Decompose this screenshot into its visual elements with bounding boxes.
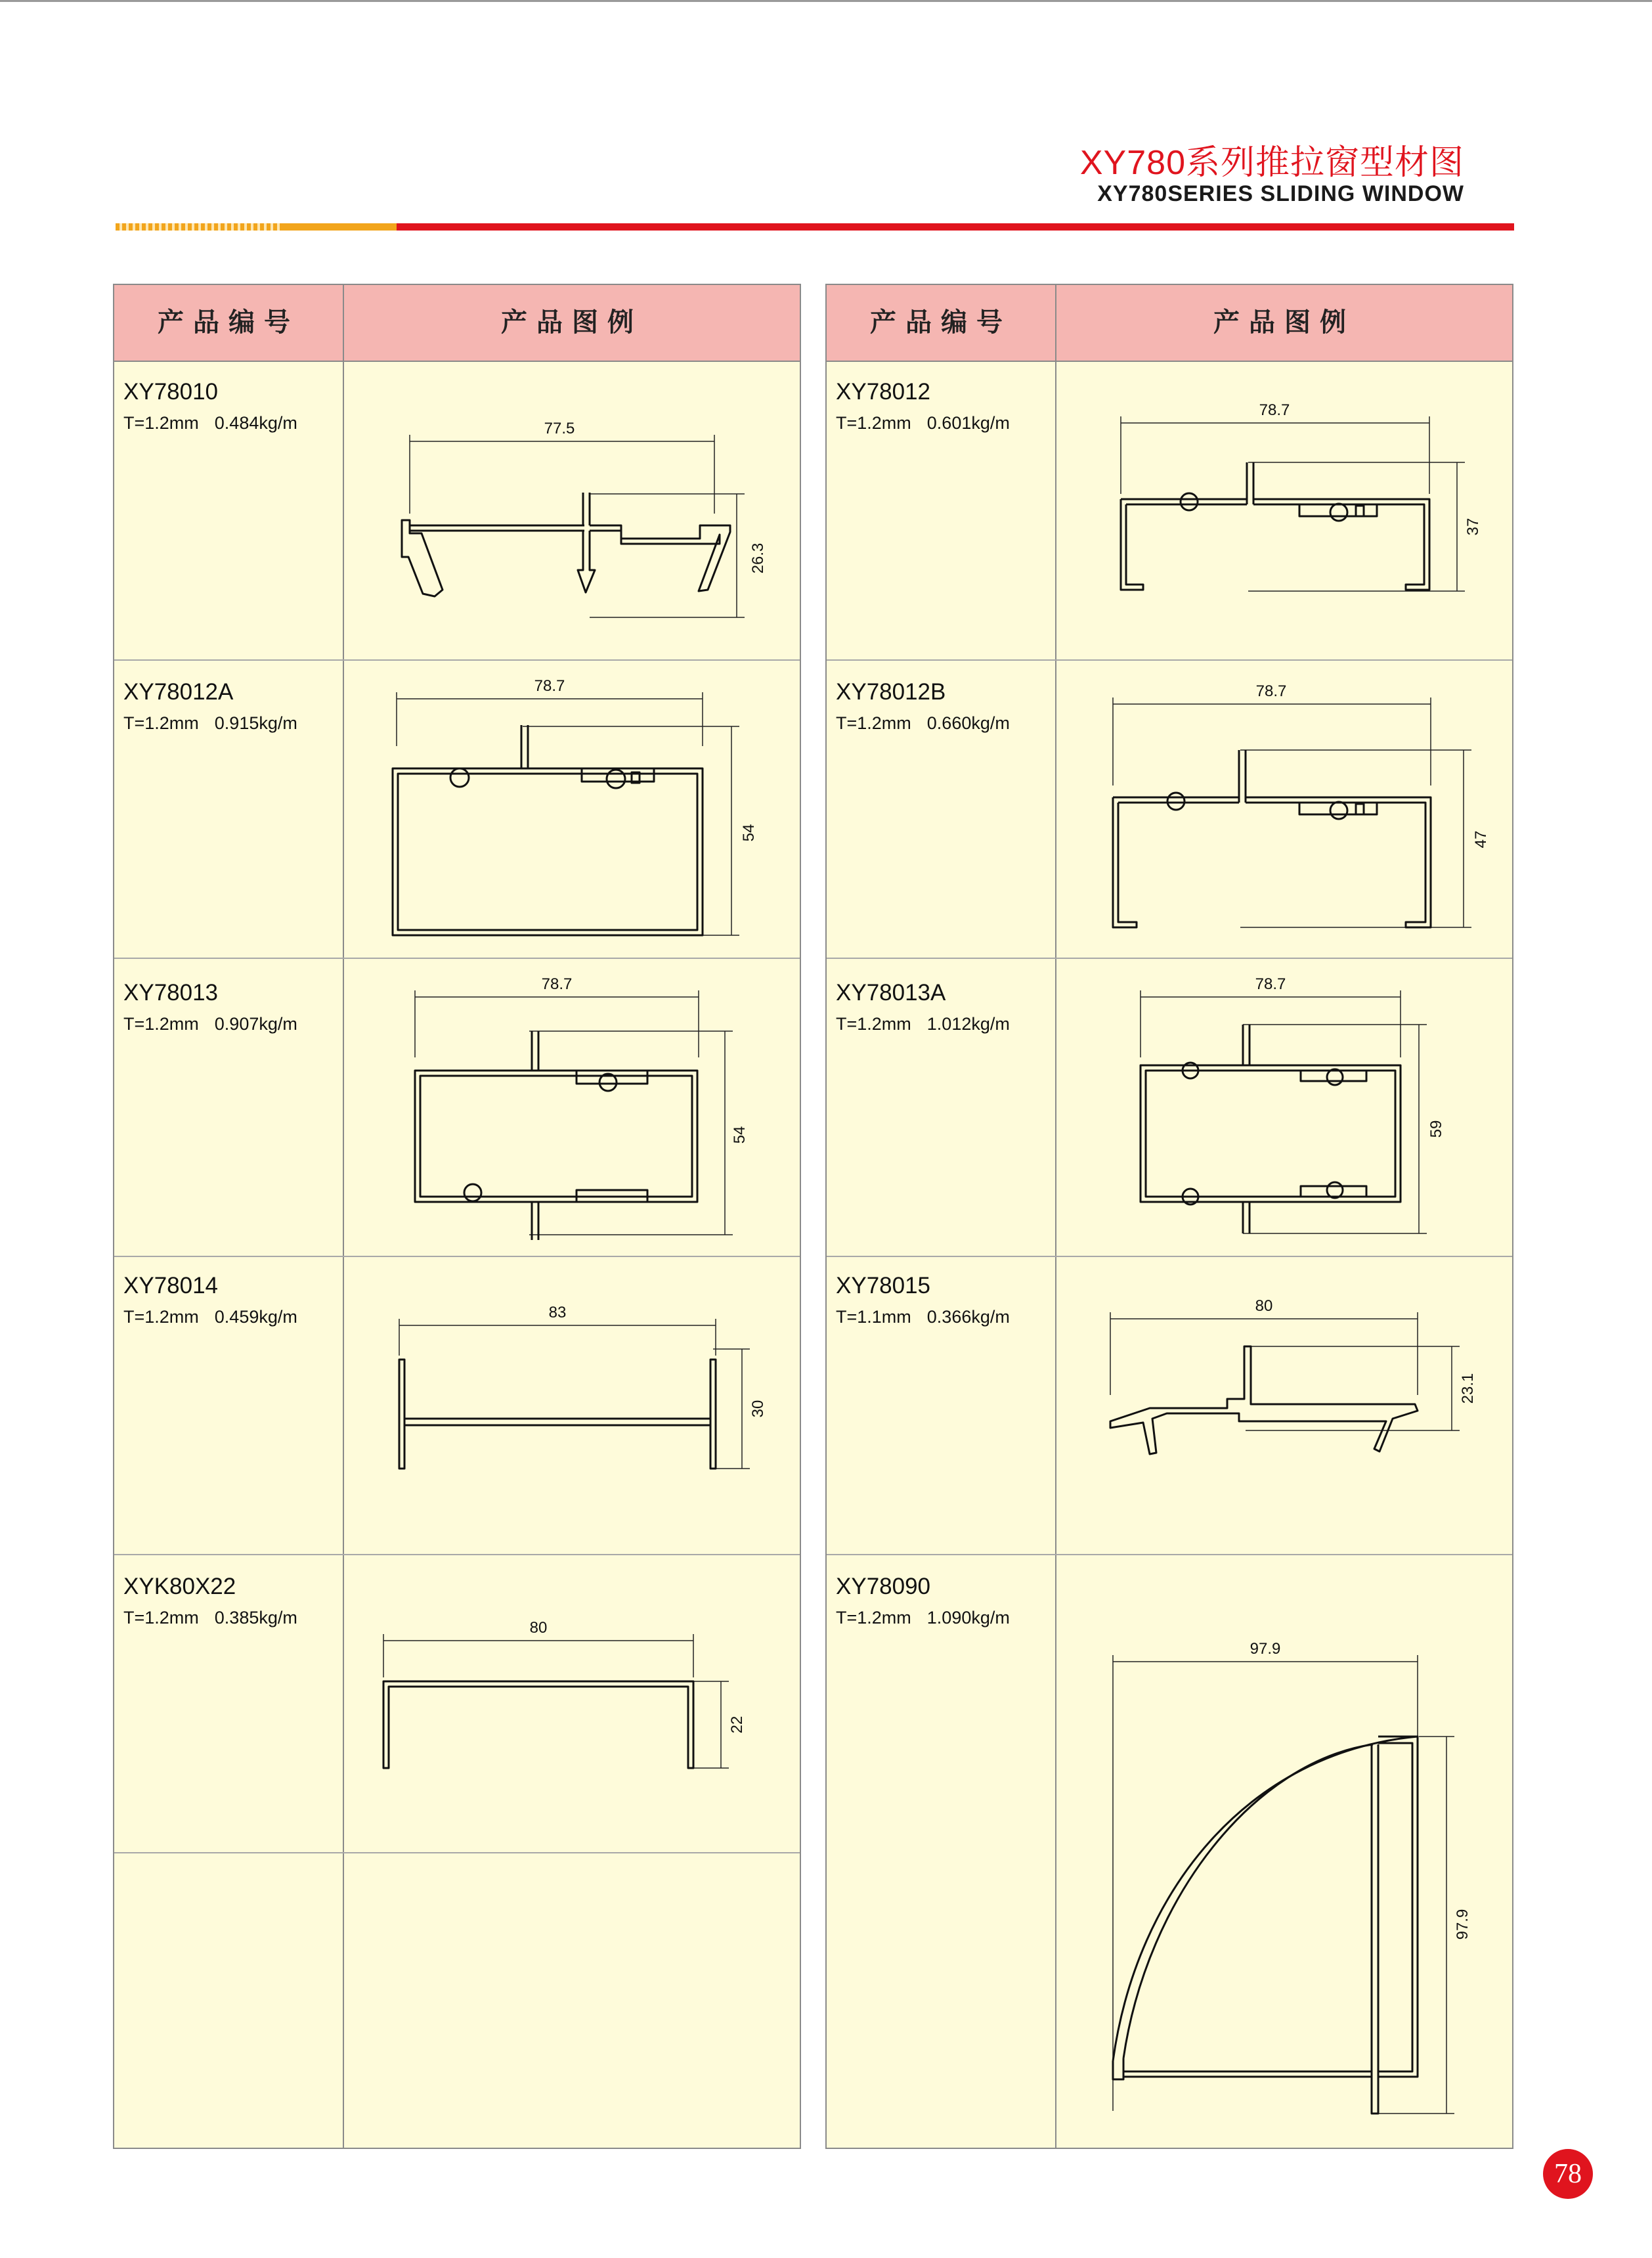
dimension-width: 77.5 bbox=[544, 420, 575, 437]
column-header-code: 产品编号 bbox=[870, 308, 1012, 337]
product-spec bbox=[123, 713, 297, 734]
weight: 0.660kg/m bbox=[926, 713, 1010, 733]
column-divider bbox=[1055, 285, 1056, 2148]
column-header-code: 产品编号 bbox=[158, 308, 299, 337]
profile-drawing-xy78012b bbox=[1058, 661, 1511, 956]
dimension-height: 59 bbox=[1427, 1120, 1445, 1138]
thickness: T=1.2mm bbox=[836, 413, 911, 433]
thickness: T=1.2mm bbox=[123, 1307, 199, 1327]
weight: 0.907kg/m bbox=[214, 1014, 297, 1034]
column-divider bbox=[343, 285, 344, 2148]
weight: 0.385kg/m bbox=[214, 1608, 297, 1627]
table-header-row bbox=[114, 285, 800, 362]
header-rule-red bbox=[397, 223, 1514, 231]
column-header-figure: 产品图例 bbox=[1213, 308, 1355, 337]
profile-drawing-xy78014 bbox=[345, 1257, 798, 1553]
weight: 0.915kg/m bbox=[214, 713, 297, 733]
product-code: XY78014 bbox=[123, 1273, 219, 1298]
dimension-width: 78.7 bbox=[1259, 401, 1290, 419]
header-rule-dotted bbox=[116, 223, 280, 231]
profile-drawing-xy78012a bbox=[345, 661, 798, 956]
profile-drawing-xy78015 bbox=[1058, 1257, 1511, 1553]
dimension-width: 78.7 bbox=[1255, 975, 1286, 993]
product-code: XYK80X22 bbox=[123, 1574, 236, 1599]
right-product-table bbox=[825, 284, 1513, 2149]
weight: 0.366kg/m bbox=[926, 1307, 1010, 1327]
dimension-width: 83 bbox=[548, 1304, 567, 1321]
product-spec bbox=[836, 413, 1010, 433]
top-border-line bbox=[0, 0, 1652, 2]
product-spec bbox=[123, 1608, 297, 1628]
thickness: T=1.2mm bbox=[836, 1014, 911, 1034]
product-code: XY78012B bbox=[836, 679, 946, 705]
profile-drawing-xy78012 bbox=[1058, 363, 1511, 658]
weight: 0.601kg/m bbox=[926, 413, 1010, 433]
dimension-height: 47 bbox=[1472, 830, 1490, 849]
thickness: T=1.2mm bbox=[123, 413, 199, 433]
thickness: T=1.2mm bbox=[836, 1608, 911, 1627]
left-product-table bbox=[113, 284, 801, 2149]
product-code: XY78012A bbox=[123, 679, 234, 705]
thickness: T=1.1mm bbox=[836, 1307, 911, 1327]
dimension-width: 78.7 bbox=[534, 677, 565, 695]
dimension-height: 37 bbox=[1464, 518, 1482, 536]
dimension-height: 30 bbox=[749, 1400, 767, 1418]
table-header-row bbox=[827, 285, 1512, 362]
product-code: XY78012 bbox=[836, 379, 931, 405]
product-code: XY78013A bbox=[836, 980, 946, 1006]
profile-drawing-xy78013a bbox=[1058, 959, 1511, 1254]
dimension-width: 97.9 bbox=[1250, 1640, 1281, 1658]
thickness: T=1.2mm bbox=[836, 713, 911, 733]
product-code: XY78010 bbox=[123, 379, 219, 405]
dimension-width: 80 bbox=[1255, 1297, 1273, 1315]
profile-drawing-xy78090 bbox=[1058, 1627, 1511, 2146]
dimension-width: 78.7 bbox=[541, 975, 573, 993]
product-spec bbox=[123, 1307, 297, 1327]
weight: 0.484kg/m bbox=[214, 413, 297, 433]
row-divider bbox=[114, 1852, 800, 1853]
page-title: XY780系列推拉窗型材图 bbox=[1079, 144, 1464, 182]
profile-drawing-xy78010 bbox=[345, 363, 798, 658]
thickness: T=1.2mm bbox=[123, 1014, 199, 1034]
profile-drawing-xyk80x22 bbox=[345, 1555, 798, 1851]
product-spec bbox=[836, 1608, 1010, 1628]
product-spec bbox=[836, 713, 1010, 734]
profile-drawing-xy78013 bbox=[345, 959, 798, 1254]
thickness: T=1.2mm bbox=[123, 713, 199, 733]
product-spec bbox=[123, 413, 297, 433]
page-subtitle: XY780SERIES SLIDING WINDOW bbox=[1097, 181, 1464, 206]
dimension-height: 97.9 bbox=[1454, 1909, 1471, 1940]
weight: 0.459kg/m bbox=[214, 1307, 297, 1327]
dimension-height: 54 bbox=[731, 1126, 749, 1144]
dimension-width: 78.7 bbox=[1255, 682, 1287, 700]
column-header-figure: 产品图例 bbox=[501, 308, 643, 337]
header-rule-orange bbox=[280, 223, 397, 231]
dimension-height: 26.3 bbox=[749, 542, 767, 574]
dimension-height: 54 bbox=[740, 824, 758, 842]
product-spec bbox=[836, 1014, 1010, 1034]
product-code: XY78015 bbox=[836, 1273, 931, 1298]
weight: 1.090kg/m bbox=[926, 1608, 1010, 1627]
product-spec bbox=[836, 1307, 1010, 1327]
dimension-height: 22 bbox=[728, 1716, 746, 1734]
product-code: XY78013 bbox=[123, 980, 219, 1006]
dimension-height: 23.1 bbox=[1459, 1373, 1477, 1404]
thickness: T=1.2mm bbox=[123, 1608, 199, 1627]
row-divider bbox=[827, 1554, 1512, 1555]
page-number-badge: 78 bbox=[1543, 2149, 1593, 2199]
weight: 1.012kg/m bbox=[926, 1014, 1010, 1034]
product-code: XY78090 bbox=[836, 1574, 931, 1599]
product-spec bbox=[123, 1014, 297, 1034]
dimension-width: 80 bbox=[529, 1619, 548, 1637]
